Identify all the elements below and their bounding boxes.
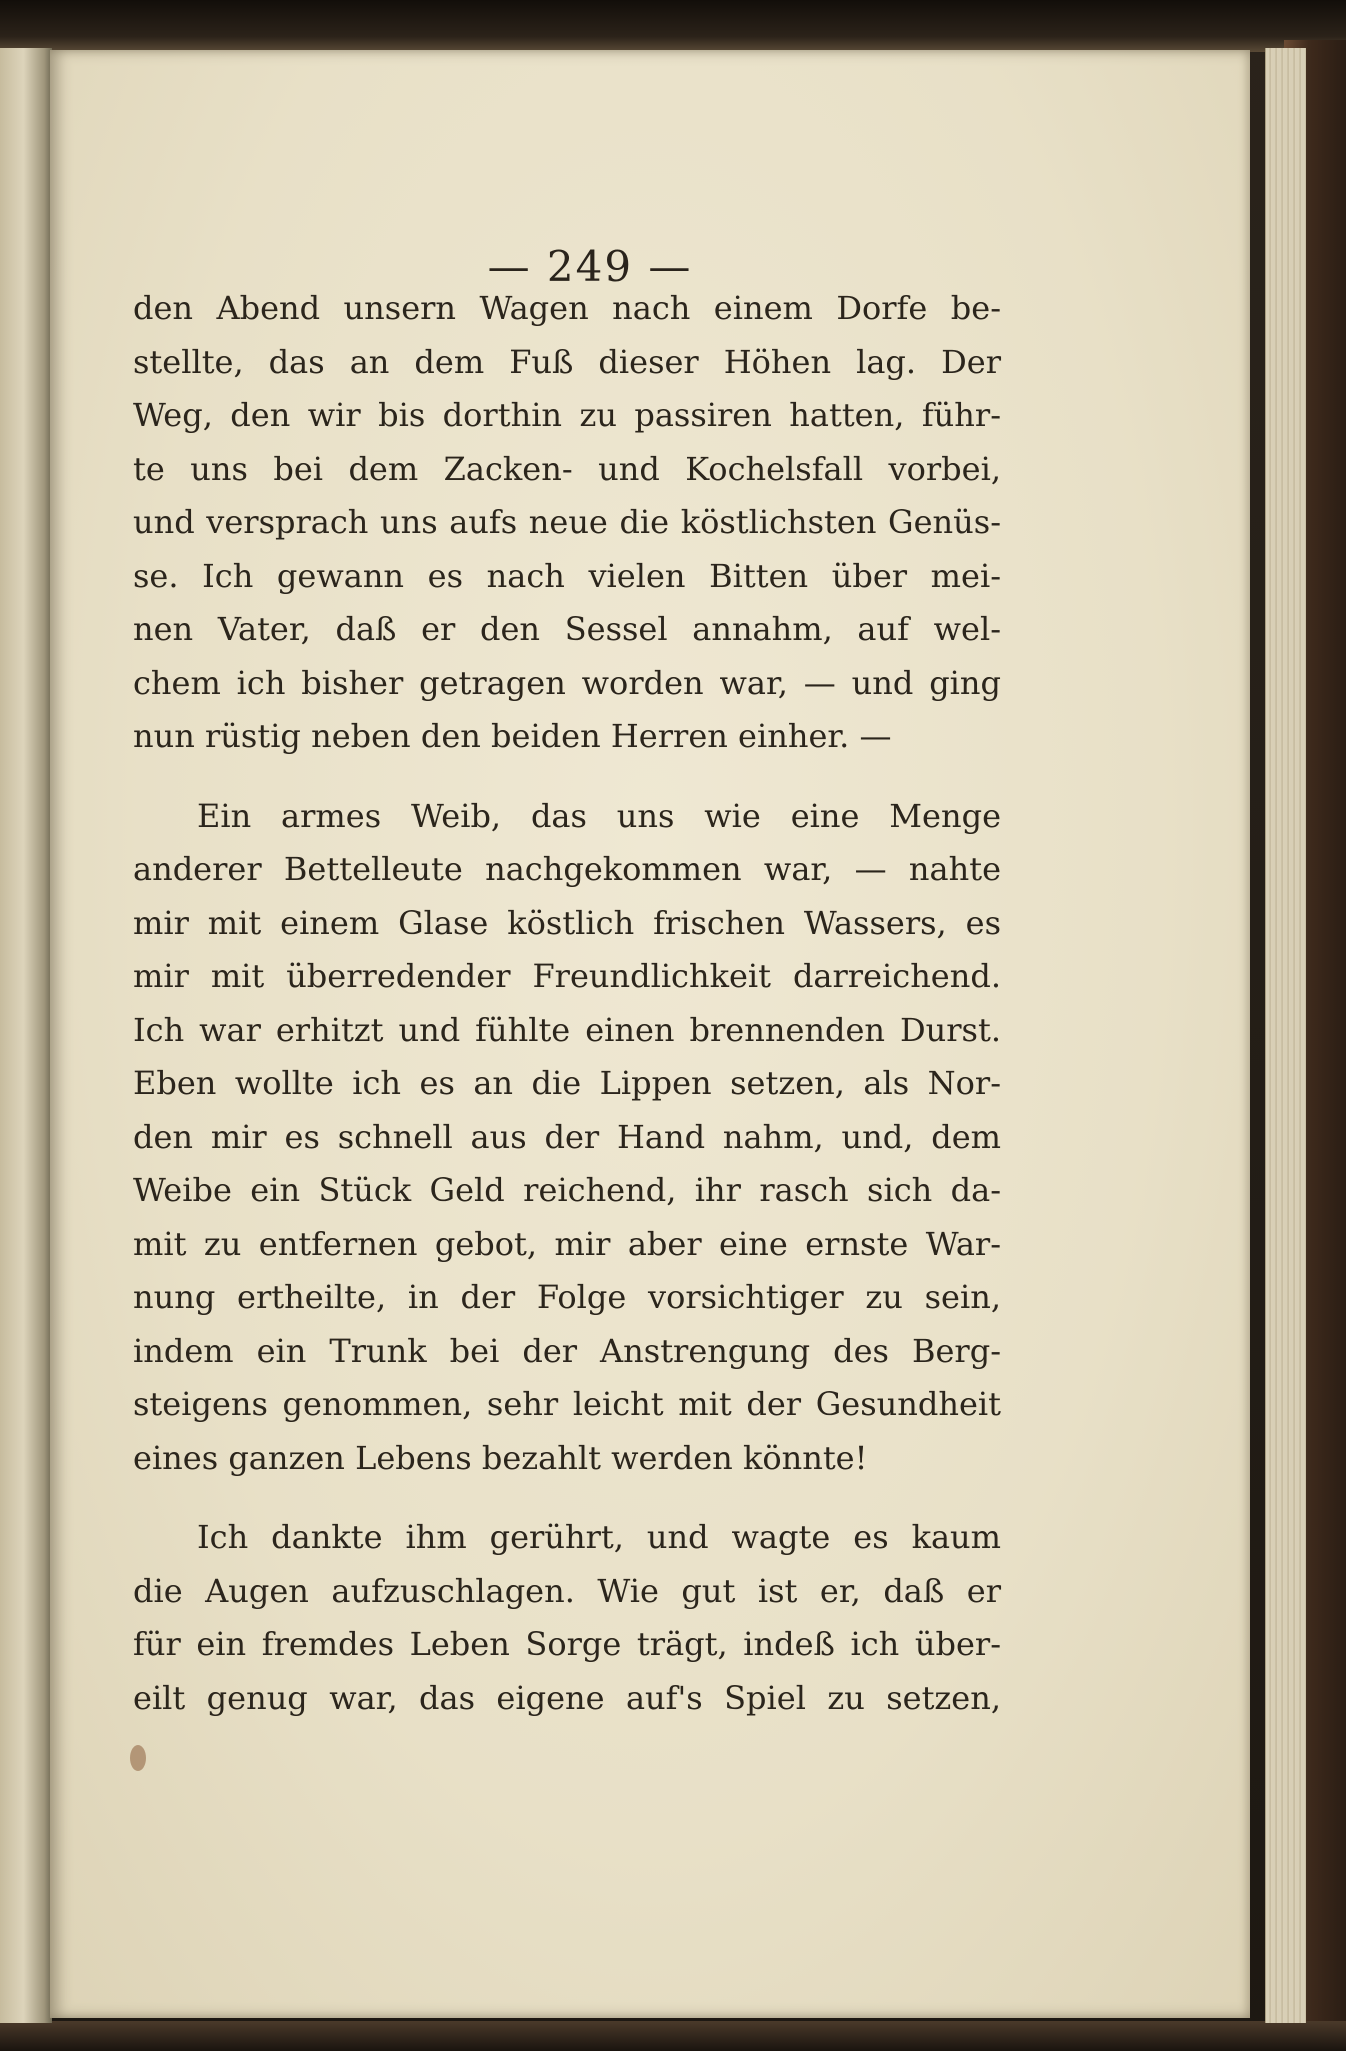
text-line: stellte, das an dem Fuß dieser Höhen lag. Der xyxy=(133,342,1001,381)
text-line: Ein armes Weib, das uns wie eine Menge xyxy=(197,796,1001,835)
paragraph-2 xyxy=(133,790,1001,1486)
text-line: Weg, den wir bis dorthin zu passiren hatten, führ- xyxy=(133,396,1001,434)
text-line: nung ertheilte, in der Folge vorsichtiger zu sein, xyxy=(133,1278,1001,1316)
text-line: anderer Bettelleute nachgekommen war, — nahte xyxy=(133,850,1001,888)
page-number: — 249 — xyxy=(487,242,693,291)
text-line: eines ganzen Lebens bezahlt werden könnte! xyxy=(133,1438,868,1477)
text-line: te uns bei dem Zacken- und Kochelsfall vorbei, xyxy=(133,449,1001,488)
text-line: eilt genug war, das eigene auf's Spiel zu setzen, xyxy=(133,1678,1001,1717)
text-line: die Augen aufzuschlagen. Wie gut ist er, daß er xyxy=(133,1571,1001,1610)
text-line: mit zu entfernen gebot, mir aber eine ernste War- xyxy=(133,1224,1001,1263)
text-line: und versprach uns aufs neue die köstlichsten Genüs- xyxy=(133,503,1001,541)
text-line: Ich war erhitzt und fühlte einen brennenden Durst. xyxy=(133,1010,1001,1049)
text-line: se. Ich gewann es nach vielen Bitten über mei- xyxy=(133,556,1001,595)
text-line: Ich dankte ihm gerührt, und wagte es kaum xyxy=(197,1518,1001,1556)
text-line: den Abend unsern Wagen nach einem Dorfe be- xyxy=(133,289,1001,327)
book-cover-top xyxy=(0,0,1346,52)
text-line: den mir es schnell aus der Hand nahm, und, dem xyxy=(133,1117,1001,1156)
text-line: steigens genommen, sehr leicht mit der Gesundheit xyxy=(133,1385,1001,1423)
book-gutter xyxy=(0,48,52,2023)
text-line: Eben wollte ich es an die Lippen setzen, als Nor- xyxy=(133,1064,1001,1102)
text-line: nen Vater, daß er den Sessel annahm, auf wel- xyxy=(133,610,1001,648)
paragraph-3 xyxy=(133,1511,1001,1725)
text-line: mir mit einem Glase köstlich frischen Wassers, es xyxy=(133,903,1001,942)
text-line: indem ein Trunk bei der Anstrengung des Berg- xyxy=(133,1331,1001,1370)
paragraph-1 xyxy=(133,282,1001,764)
page-stack-edge xyxy=(1265,48,1306,2023)
book-cover-bottom xyxy=(0,2021,1346,2051)
text-line: Weibe ein Stück Geld reichend, ihr rasch sich da- xyxy=(133,1171,1001,1209)
page-body-text xyxy=(133,282,1001,1751)
text-line: chem ich bisher getragen worden war, — und ging xyxy=(133,663,1001,702)
text-line: mir mit überredender Freundlichkeit darreichend. xyxy=(133,957,1001,995)
text-line: für ein fremdes Leben Sorge trägt, indeß ich über- xyxy=(133,1625,1001,1663)
text-line: nun rüstig neben den beiden Herren einher. — xyxy=(133,717,892,755)
